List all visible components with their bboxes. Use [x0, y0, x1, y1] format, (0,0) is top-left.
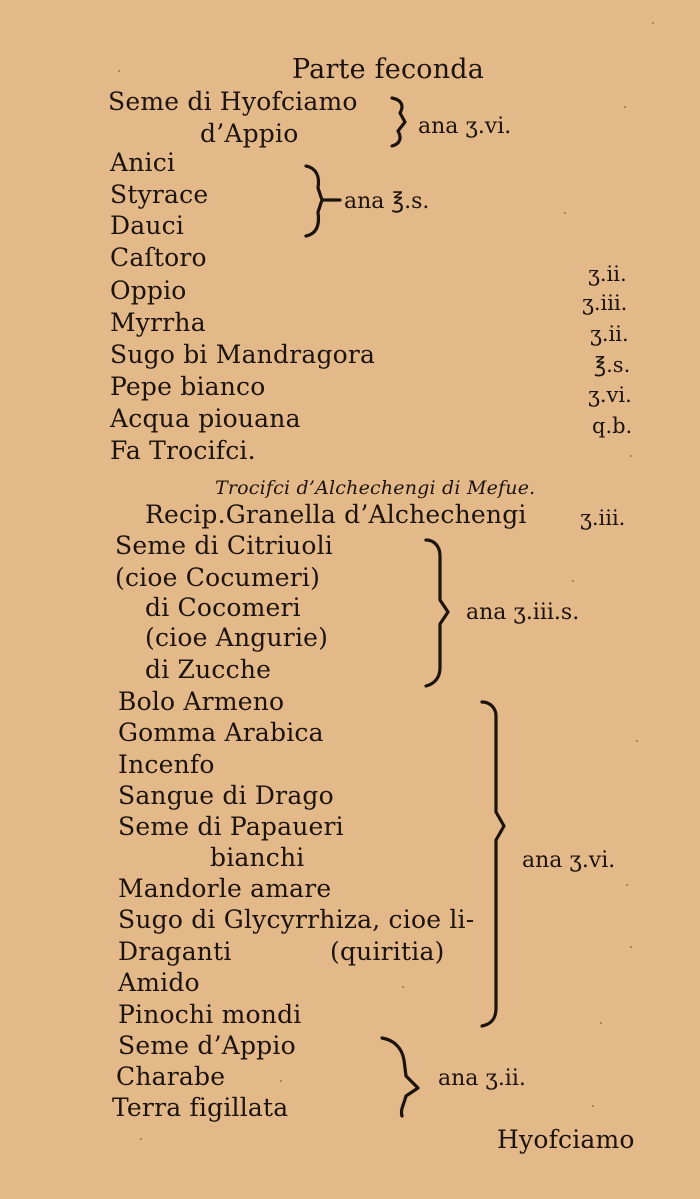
speck: [652, 22, 654, 24]
speck: [280, 1080, 282, 1082]
brace-5: [382, 1038, 418, 1116]
text-line: (quiritia): [330, 937, 445, 966]
dose-label: ana ℥.s.: [344, 189, 430, 214]
brace-3: [426, 540, 448, 686]
text-line: Charabe: [116, 1062, 226, 1091]
brace-1: [392, 98, 405, 146]
text-line: Incenfo: [118, 750, 215, 779]
text-line: Draganti: [118, 937, 232, 966]
text-line: Oppio: [110, 276, 187, 305]
dose-label: ʒ.ii.: [588, 262, 627, 286]
text-line: (cioe Cocumeri): [115, 563, 321, 592]
speck: [624, 106, 626, 108]
text-line: Seme di Papaueri: [118, 812, 344, 841]
dose-label: q.b.: [592, 414, 633, 438]
dose-label: ana ʒ.ii.: [438, 1066, 526, 1091]
dose-label: ʒ.vi.: [588, 383, 632, 407]
dose-label: ʒ.iii.: [582, 291, 628, 315]
dose-label: ana ʒ.iii.s.: [466, 600, 580, 625]
speck: [564, 212, 566, 214]
text-line: Seme d’Appio: [118, 1031, 296, 1060]
text-line: Dauci: [110, 211, 185, 240]
text-line: Fa Trocifci.: [110, 436, 256, 465]
section-title: Trocifci d’Alchechengi di Mefue.: [215, 477, 536, 499]
dose-label: ℥.s.: [594, 353, 631, 377]
speck: [402, 986, 404, 988]
speck: [600, 1022, 602, 1024]
text-line: Anici: [110, 148, 176, 177]
text-line: Gomma Arabica: [118, 718, 324, 747]
speck: [630, 455, 632, 457]
text-line: Caſtoro: [110, 243, 207, 272]
dose-label: ana ʒ.vi.: [418, 114, 512, 139]
text-line: Styrace: [110, 180, 209, 209]
dose-label: ʒ.iii.: [580, 506, 626, 530]
text-line: Pinochi mondi: [118, 1000, 302, 1029]
dose-label: ʒ.ii.: [590, 322, 629, 346]
text-line: Seme di Citriuoli: [115, 531, 333, 560]
speck: [630, 946, 632, 948]
brace-2: [306, 166, 340, 236]
text-line: di Zucche: [145, 655, 272, 684]
text-line: (cioe Angurie): [145, 623, 329, 652]
dose-label: ana ʒ.vi.: [522, 848, 616, 873]
text-line: Sangue di Drago: [118, 781, 334, 810]
speck: [626, 884, 628, 886]
text-line: Pepe bianco: [110, 372, 266, 401]
text-line: Recip.Granella d’Alchechengi: [145, 500, 527, 529]
text-line: Terra figillata: [112, 1093, 289, 1122]
text-line: bianchi: [210, 843, 305, 872]
text-line: Acqua piouana: [110, 404, 301, 433]
catchword: Hyofciamo: [497, 1125, 635, 1154]
text-line: Myrrha: [110, 308, 206, 337]
page-header: Parte feconda: [292, 54, 485, 85]
text-line: d’Appio: [200, 119, 299, 148]
text-line: Sugo bi Mandragora: [110, 340, 376, 369]
brace-4: [482, 702, 504, 1026]
speck: [592, 1105, 594, 1107]
speck: [636, 740, 638, 742]
speck: [572, 580, 574, 582]
speck: [118, 70, 120, 72]
text-line: Mandorle amare: [118, 874, 332, 903]
text-line: Sugo di Glycyrrhiza, cioe li-: [118, 905, 475, 934]
text-line: Amido: [118, 968, 200, 997]
speck: [140, 1138, 142, 1140]
text-line: Bolo Armeno: [118, 687, 285, 716]
text-line: Seme di Hyofciamo: [108, 87, 358, 116]
text-line: di Cocomeri: [145, 593, 301, 622]
